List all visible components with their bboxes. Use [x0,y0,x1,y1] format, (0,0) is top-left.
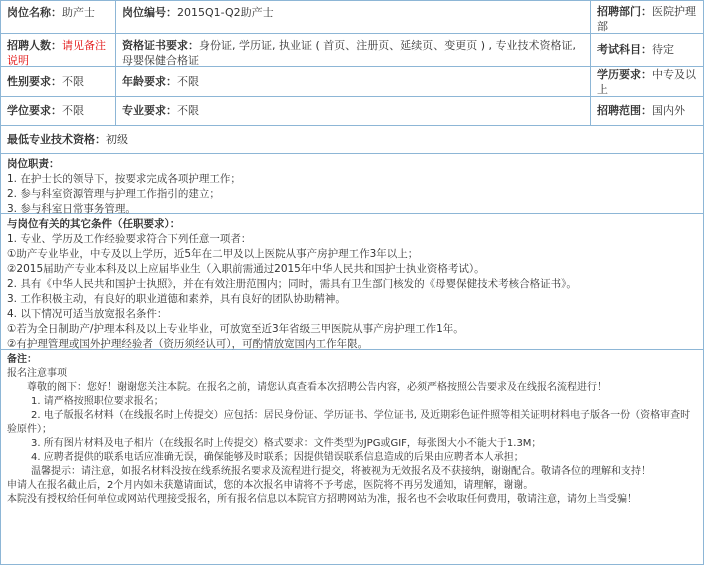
notes-title: 备注： [7,354,37,365]
gender-value: 不限 [62,75,84,88]
dept-cell [591,1,705,33]
position-name-cell [1,1,116,33]
position-code-value: 2015Q1-Q2助产士 [177,6,274,19]
notes-greeting: 尊敬的阁下：您好！谢谢您关注本院。在报名之前，请您认真查看本次招聘公告内容，必须严格按照公告要求及在线报名流程进行！ [27,382,607,393]
dept-label: 招聘部门： [597,5,652,18]
row-min-level [1,126,703,154]
notes-tip: 温馨提示：请注意，如报名材料没按在线系统报名要求及流程进行提交，将被视为无效报名及不获接纳，谢谢配合。敬请各位的理解和支持！ [31,466,651,477]
cert-label: 资格证书要求： [122,39,199,52]
condition-item: ①助产专业毕业，中专及以上学历，近5年在二甲及以上医院从事产房护理工作3年以上； [7,248,419,260]
notes-item: 2. 电子版报名材料（在线报名时上传提交）应包括：居民身份证、学历证书、学位证书, 及近期彩色证件照等相关证明材料电子版各一份（资格审查时验原件）； [7,410,691,435]
notes-item: 4. 应聘者提供的联系电话应准确无误，确保能够及时联系；因提供错误联系信息造成的后果由应聘者本人承担； [31,452,524,463]
scope-label: 招聘范围： [597,104,652,117]
notes-paragraph: 申请人在报名截止后，2个月内如未获邀请面试，您的本次报名申请将不予考虑，医院将不再另发通知，请理解，谢谢。 [7,480,534,491]
notes-section [1,350,703,566]
duty-item: 1. 在护士长的领导下，按要求完成各项护理工作； [7,173,241,185]
major-cell [116,97,591,125]
age-label: 年龄要求： [122,75,177,88]
dept-value: 医院护理部 [597,5,696,33]
hire-count-cell [1,34,116,66]
exam-cell [591,34,705,66]
age-cell [116,67,591,96]
notes-item: 1. 请严格按照职位要求报名； [31,396,164,407]
hire-count-value: 请见备注说明 [7,39,106,66]
degree-label: 学位要求： [7,104,62,117]
degree-cell [1,97,116,125]
duty-item: 3. 参与科室日常事务管理。 [7,203,136,215]
notes-item: 3. 所有图片材料及电子相片（在线报名时上传提交）格式要求：文件类型为JPG或GIF，每张图大小不能大于1.3M； [31,438,542,449]
notes-subtitle: 报名注意事项 [7,368,67,379]
position-name-label: 岗位名称： [7,6,62,19]
age-value: 不限 [177,75,199,88]
edu-label: 学历要求： [597,68,652,81]
scope-value: 国内外 [652,104,685,117]
exam-value: 待定 [652,43,674,56]
major-label: 专业要求： [122,104,177,117]
cert-value: 身份证, 学历证, 执业证 ( 首页、注册页、延续页、变更页 ) , 专业技术资格证, 母婴保健合格证 [122,39,577,66]
gender-cell [1,67,116,96]
hire-count-label: 招聘人数： [7,39,62,52]
position-name-value: 助产士 [62,6,95,19]
notes-paragraph: 本院没有授权给任何单位或网站代理接受报名，所有报名信息以本院官方招聘网站为准，报名也不会收取任何费用，敬请注意，请勿上当受骗！ [7,494,637,505]
min-level-value: 初级 [106,133,128,146]
condition-item: ②有护理管理或国外护理经验者（资历须经认可），可酌情放宽国内工作年限。 [7,338,369,350]
condition-item: 1. 专业、学历及工作经验要求符合下列任意一项者： [7,233,252,245]
edu-value: 中专及以上 [597,68,696,96]
duty-item: 2. 参与科室资源管理与护理工作指引的建立； [7,188,220,200]
position-code-cell [116,1,591,33]
cert-cell [116,34,591,66]
condition-item: ①若为全日制助产/护理本科及以上专业毕业，可放宽至近3年省级三甲医院从事产房护理工作1年。 [7,323,464,335]
edu-cell [591,67,705,96]
position-code-label: 岗位编号： [122,6,177,19]
min-level-cell [1,126,703,153]
condition-item: 4. 以下情况可适当放宽报名条件： [7,308,168,320]
duties-section [1,154,703,214]
row-gender-age [1,67,703,97]
exam-label: 考试科目： [597,43,652,56]
condition-item: ②2015届助产专业本科及以上应届毕业生（入职前需通过2015年中华人民共和国护士执业资格考试）。 [7,263,485,275]
row-degree-major [1,97,703,126]
degree-value: 不限 [62,104,84,117]
conditions-section [1,214,703,350]
condition-item: 3. 工作积极主动，有良好的职业道德和素养，具有良好的团队协助精神。 [7,293,346,305]
major-value: 不限 [177,104,199,117]
condition-item: 2. 具有《中华人民共和国护士执照》，并在有效注册范围内；同时，需具有卫生部门核发的《母婴保健技术考核合格证书》。 [7,278,577,290]
duties-title: 岗位职责： [7,158,60,170]
scope-cell [591,97,705,125]
row-position [1,1,703,34]
row-requirements [1,34,703,67]
gender-label: 性别要求： [7,75,62,88]
conditions-title: 与岗位有关的其它条件（任职要求）： [7,218,181,230]
min-level-label: 最低专业技术资格： [7,133,106,146]
